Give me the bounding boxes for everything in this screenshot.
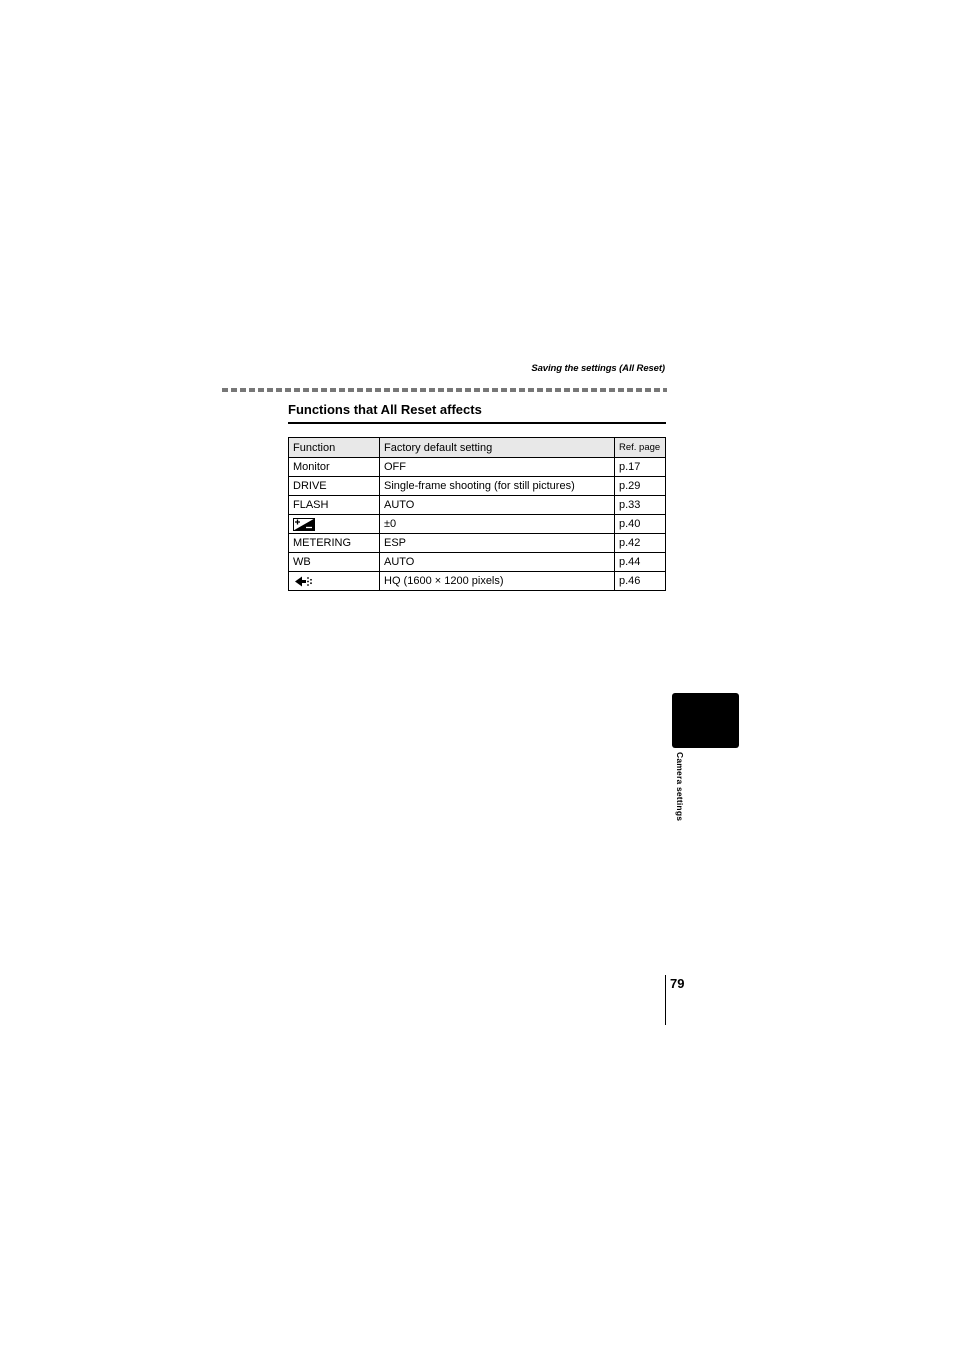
default-cell: OFF xyxy=(380,458,615,477)
table-row xyxy=(289,553,666,572)
function-cell xyxy=(289,572,380,591)
default-cell: ±0 xyxy=(380,515,615,534)
section-title: Functions that All Reset affects xyxy=(288,402,482,417)
ref-page-cell: p.29 xyxy=(615,477,666,496)
ref-page-cell: p.33 xyxy=(615,496,666,515)
column-header-default: Factory default setting xyxy=(380,438,615,458)
record-mode-icon xyxy=(293,575,375,588)
settings-table xyxy=(288,437,666,591)
table-row xyxy=(289,458,666,477)
column-header-function: Function xyxy=(289,438,380,458)
function-cell: METERING xyxy=(289,534,380,553)
ref-page-cell: p.42 xyxy=(615,534,666,553)
page-number-rule xyxy=(665,975,666,1025)
function-cell: WB xyxy=(289,553,380,572)
ref-page-cell: p.17 xyxy=(615,458,666,477)
running-header: Saving the settings (All Reset) xyxy=(531,363,665,374)
page-number: 79 xyxy=(670,976,685,991)
ref-page-cell: p.40 xyxy=(615,515,666,534)
exposure-compensation-icon xyxy=(293,518,375,531)
function-cell: DRIVE xyxy=(289,477,380,496)
default-cell: HQ (1600 × 1200 pixels) xyxy=(380,572,615,591)
chapter-tab xyxy=(672,693,739,748)
table-row xyxy=(289,496,666,515)
table-row xyxy=(289,572,666,591)
table-row xyxy=(289,515,666,534)
ref-page-cell: p.44 xyxy=(615,553,666,572)
default-cell: Single-frame shooting (for still pictures) xyxy=(380,477,615,496)
function-cell xyxy=(289,515,380,534)
default-cell: AUTO xyxy=(380,496,615,515)
chapter-label: Camera settings xyxy=(675,752,685,822)
default-cell: ESP xyxy=(380,534,615,553)
function-cell: Monitor xyxy=(289,458,380,477)
function-cell: FLASH xyxy=(289,496,380,515)
ref-page-cell: p.46 xyxy=(615,572,666,591)
table-row xyxy=(289,477,666,496)
dashed-divider xyxy=(222,388,667,392)
table-row xyxy=(289,534,666,553)
table-header-row xyxy=(289,438,666,458)
title-underline xyxy=(288,422,666,424)
column-header-ref-page: Ref. page xyxy=(615,438,666,458)
default-cell: AUTO xyxy=(380,553,615,572)
